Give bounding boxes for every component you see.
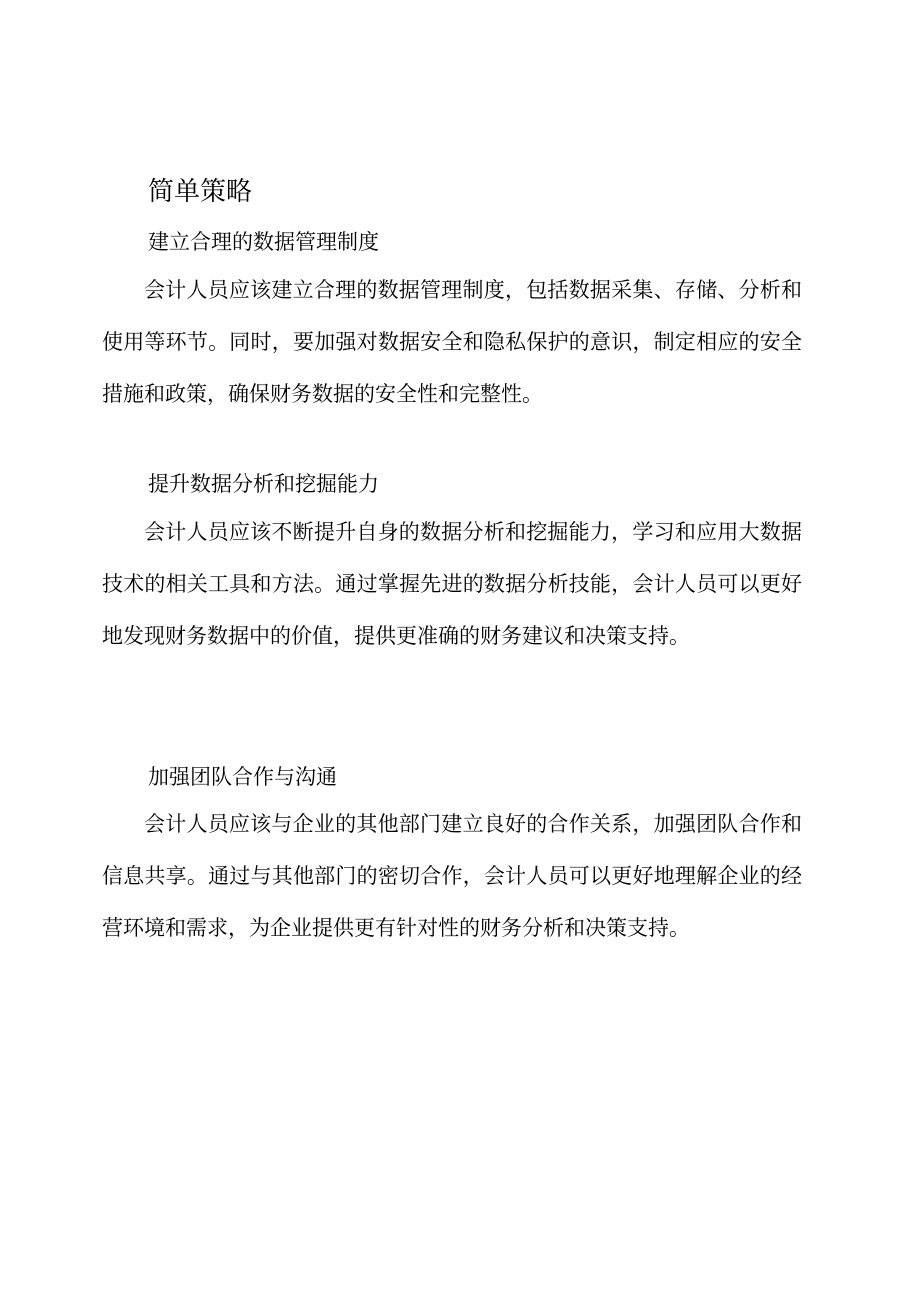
section-body-data-management: 会计人员应该建立合理的数据管理制度，包括数据采集、存储、分析和使用等环节。同时，要加强对数据安全和隐私保护的意识，制定相应的安全措施和政策，确保财务数据的安全性和完整性。 (102, 278, 802, 406)
section-heading-data-management: 建立合理的数据管理制度 (148, 230, 379, 254)
section-body-teamwork: 会计人员应该与企业的其他部门建立良好的合作关系，加强团队合作和信息共享。通过与其他部门的密切合作，会计人员可以更好地理解企业的经营环境和需求，为企业提供更有针对性的财务分析和决策支持。 (102, 812, 802, 940)
section-heading-data-analysis: 提升数据分析和挖掘能力 (148, 472, 379, 496)
section-heading-teamwork: 加强团队合作与沟通 (148, 765, 337, 789)
section-body-data-analysis: 会计人员应该不断提升自身的数据分析和挖掘能力，学习和应用大数据技术的相关工具和方法。通过掌握先进的数据分析技能，会计人员可以更好地发现财务数据中的价值，提供更准确的财务建议和决策支持。 (102, 520, 802, 648)
page-title: 简单策略 (148, 177, 253, 207)
